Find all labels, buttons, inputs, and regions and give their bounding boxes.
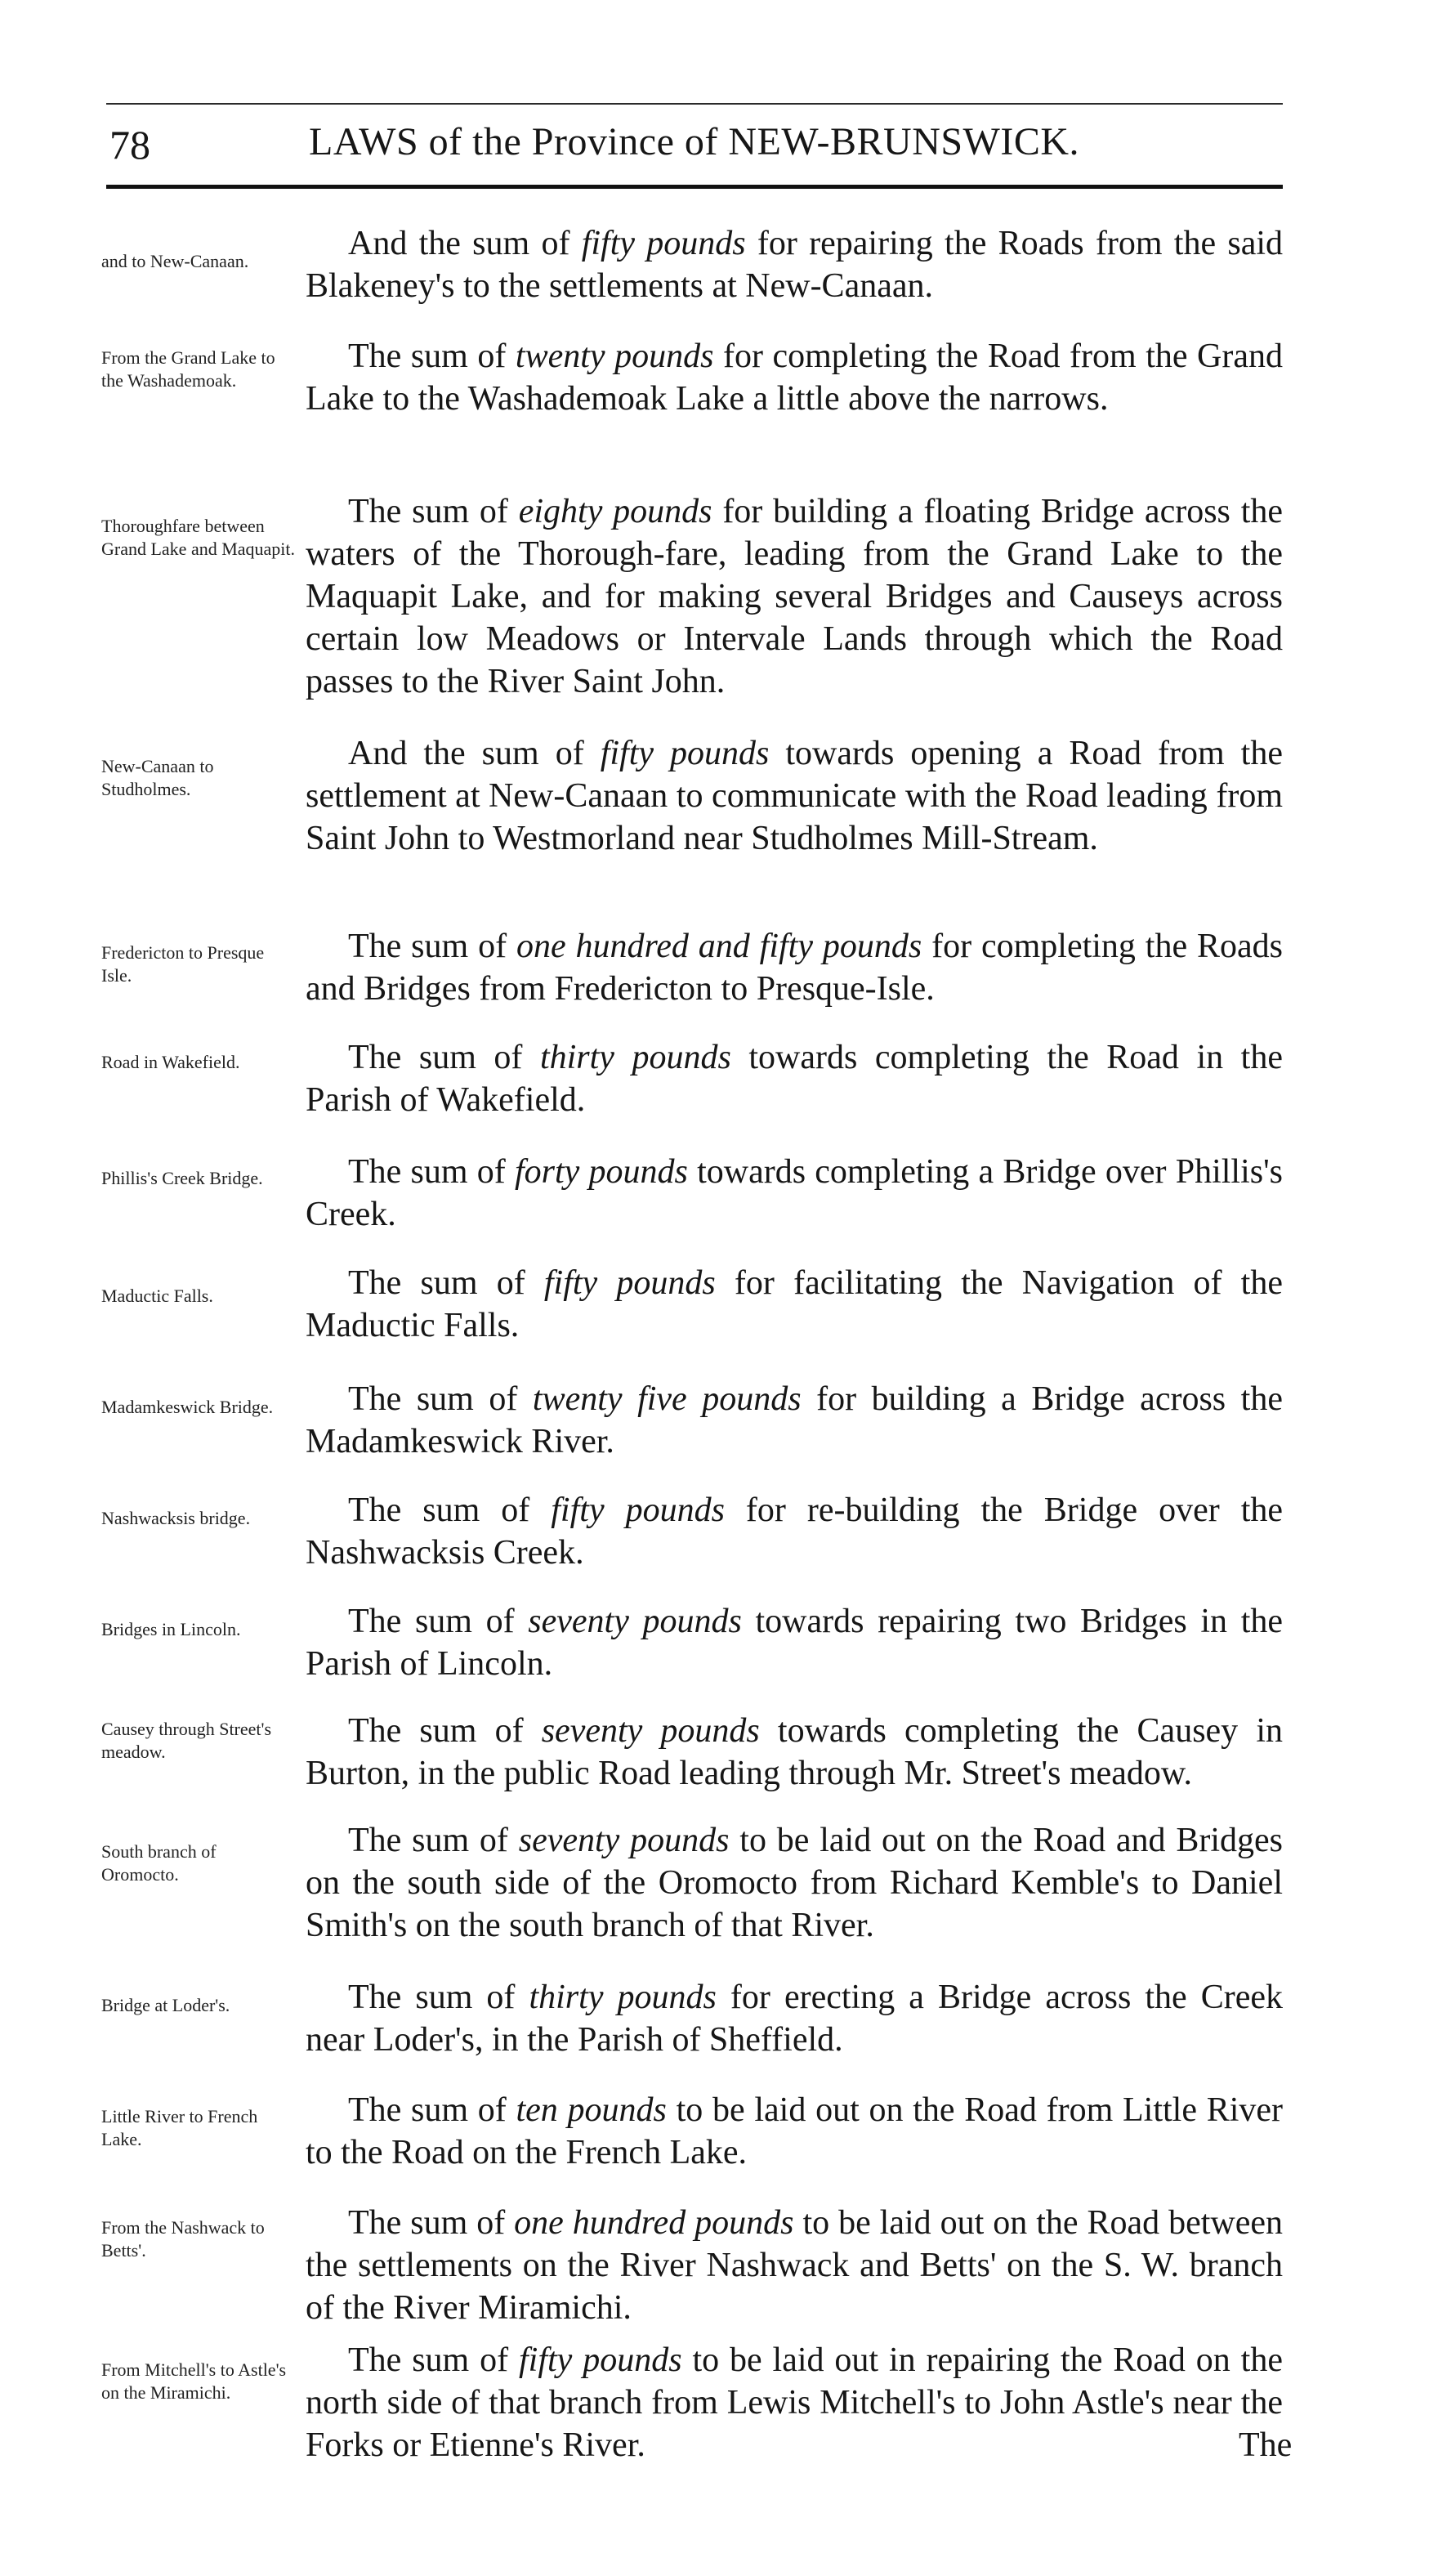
margin-note: Bridge at Loder's.: [101, 1995, 230, 2015]
appropriation-clause: The sum of fifty pounds to be laid out in repairing the Road on the north side of that branch from Lewis Mitchell's to John Astle's near the Forks or Etienne's River.: [306, 2341, 1283, 2464]
sum-amount: twenty pounds: [515, 338, 714, 375]
page-number: 78: [109, 122, 150, 168]
margin-note: From the Nashwack to Betts'.: [101, 2217, 265, 2261]
sum-amount: fifty pounds: [600, 735, 770, 772]
appropriation-clause: And the sum of fifty pounds for repairing the Roads from the said Blakeney's to the settlements at New-Canaan.: [306, 225, 1283, 305]
margin-note: South branch of Oromocto.: [101, 1841, 217, 1885]
appropriation-clause: The sum of seventy pounds towards completing the Causey in Burton, in the public Road leading through Mr. Street's meadow.: [306, 1712, 1283, 1792]
appropriation-clause: The sum of thirty pounds for erecting a Bridge across the Creek near Loder's, in the Parish of Sheffield.: [306, 1979, 1283, 2059]
appropriation-clause: The sum of thirty pounds towards completing the Road in the Parish of Wakefield.: [306, 1039, 1283, 1119]
margin-note: and to New-Canaan.: [101, 251, 249, 271]
margin-note: Road in Wakefield.: [101, 1052, 240, 1072]
sum-amount: fifty pounds: [518, 2341, 682, 2379]
margin-note: From the Grand Lake to the Washademoak.: [101, 347, 275, 391]
page-header: [106, 106, 1283, 185]
sum-amount: thirty pounds: [529, 1979, 717, 2016]
margin-note: Madamkeswick Bridge.: [101, 1397, 274, 1417]
appropriation-clause: The sum of fifty pounds for re-building the Bridge over the Nashwacksis Creek.: [306, 1491, 1284, 1572]
sum-amount: seventy pounds: [541, 1712, 760, 1750]
appropriation-clause: The sum of fifty pounds for facilitating the Navigation of the Maductic Falls.: [306, 1264, 1283, 1344]
margin-note: From Mitchell's to Astle's on the Miramichi.: [101, 2359, 287, 2403]
margin-note: New-Canaan to Studholmes.: [101, 756, 214, 799]
appropriation-clause: The sum of twenty five pounds for building a Bridge across the Madamkeswick River.: [306, 1380, 1283, 1460]
catchword: The: [1239, 2426, 1293, 2464]
sum-amount: one hundred and fifty pounds: [516, 928, 922, 965]
sum-amount: ten pounds: [516, 2091, 667, 2129]
appropriation-clause: The sum of twenty pounds for completing the Road from the Grand Lake to the Washademoak Lake a little above the narrows.: [306, 338, 1284, 418]
sum-amount: thirty pounds: [539, 1039, 731, 1076]
appropriation-clause: The sum of forty pounds towards completing a Bridge over Phillis's Creek.: [306, 1153, 1284, 1233]
margin-note: Thoroughfare between Grand Lake and Maquapit.: [101, 516, 296, 559]
top-rule: [106, 103, 1283, 105]
sum-amount: fifty pounds: [551, 1491, 725, 1529]
appropriation-clause: The sum of seventy pounds to be laid out on the Road and Bridges on the south side of the Oromocto from Richard Kemble's to Daniel Smith's on the south branch of that River.: [306, 1822, 1283, 1944]
sum-amount: eighty pounds: [518, 493, 712, 530]
margin-note: Fredericton to Presque Isle.: [101, 942, 265, 986]
margin-note: Bridges in Lincoln.: [101, 1619, 241, 1639]
sum-amount: forty pounds: [514, 1153, 688, 1191]
margin-note: Little River to French Lake.: [101, 2106, 258, 2149]
sum-amount: seventy pounds: [528, 1603, 742, 1640]
sum-amount: one hundred pounds: [514, 2204, 794, 2242]
appropriation-clause: And the sum of fifty pounds towards opening a Road from the settlement at New-Canaan to communicate with the Road leading from Saint John to Westmorland near Studholmes Mill-Stream.: [306, 735, 1283, 857]
appropriation-clause: The sum of eighty pounds for building a floating Bridge across the waters of the Thorough-fare, leading from the Grand Lake to the Maquapit Lake, and for making several Bridges and Causeys across certain low Meadows or Intervale Lands through which the Road passes to the River Saint John.: [306, 493, 1284, 700]
sum-amount: twenty five pounds: [532, 1380, 802, 1418]
margin-note: Causey through Street's meadow.: [101, 1719, 272, 1762]
running-head: LAWS of the Province of NEW-BRUNSWICK.: [309, 120, 1080, 163]
sum-amount: fifty pounds: [581, 225, 746, 262]
appropriation-clause: The sum of one hundred and fifty pounds for completing the Roads and Bridges from Fredericton to Presque-Isle.: [306, 928, 1283, 1008]
margin-note: Nashwacksis bridge.: [101, 1508, 251, 1528]
sum-amount: fifty pounds: [543, 1264, 716, 1302]
appropriation-clause: The sum of one hundred pounds to be laid out on the Road between the settlements on the River Nashwack and Betts' on the S. W. branch of the River Miramichi.: [306, 2204, 1283, 2327]
appropriation-clause: The sum of seventy pounds towards repairing two Bridges in the Parish of Lincoln.: [306, 1603, 1283, 1683]
margin-note: Phillis's Creek Bridge.: [101, 1168, 263, 1188]
margin-note: Maductic Falls.: [101, 1286, 213, 1306]
header-rule: [106, 185, 1283, 189]
sum-amount: seventy pounds: [518, 1822, 730, 1859]
appropriation-clause: The sum of ten pounds to be laid out on the Road from Little River to the Road on the French Lake.: [306, 2091, 1284, 2171]
